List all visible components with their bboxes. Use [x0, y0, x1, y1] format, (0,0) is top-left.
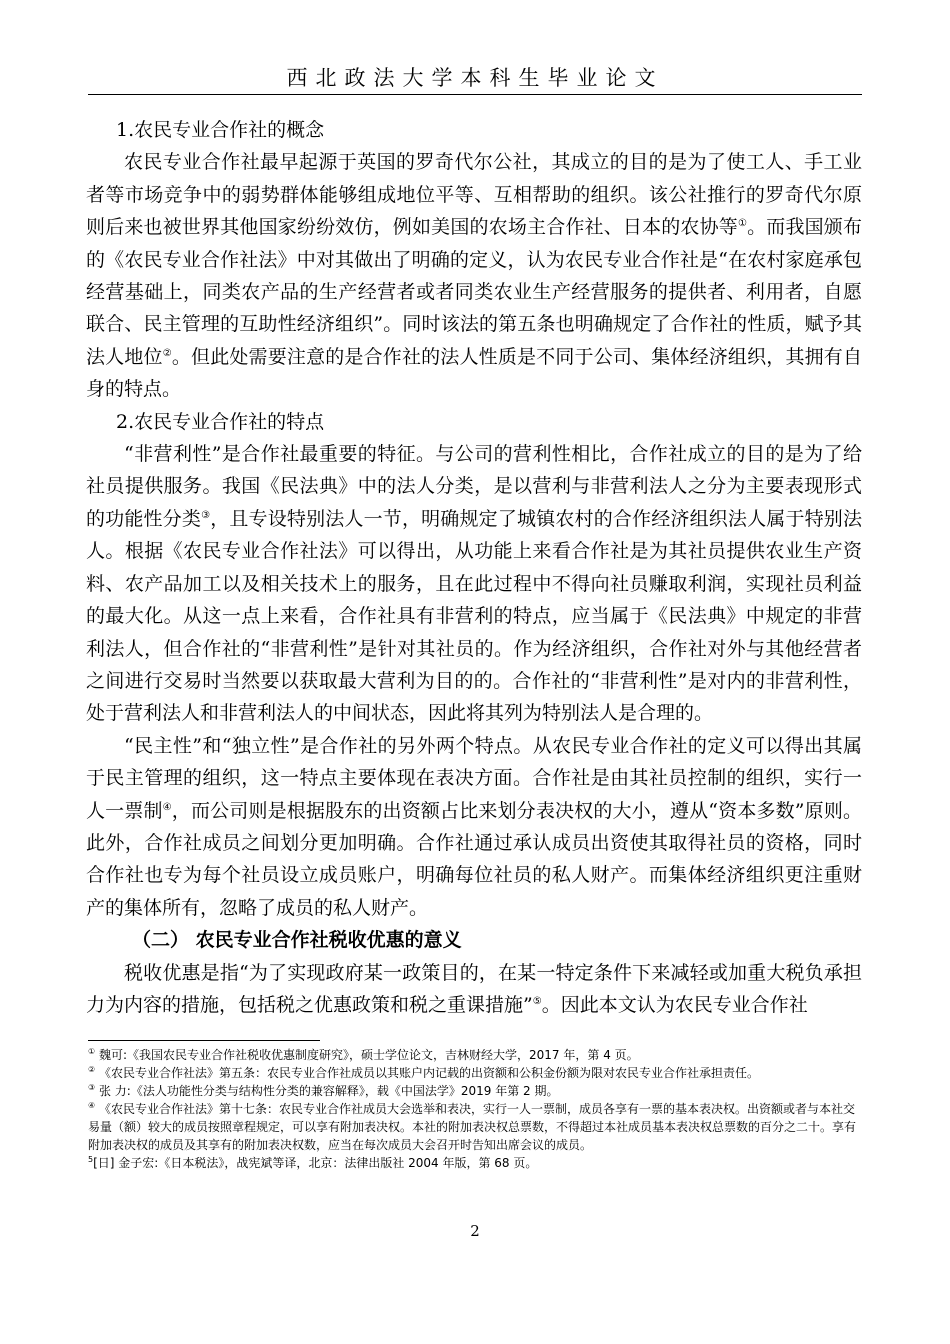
footnote-ref-2[interactable]: ② — [162, 347, 172, 359]
footnote-ref-4[interactable]: ④ — [162, 801, 172, 813]
paragraph-nonprofit: “非营利性”是合作社最重要的特征。与公司的营利性相比，合作社成立的目的是为了给社员提供服务。我国《民法典》中的法人分类，是以营利与非营利法人之分为主要表现形式的功能性分类③，且专设特别法人一节，明确规定了城镇农村的合作经济组织法人属于特别法人。根据《农民专业合作社法》可以得出，从功能上来看合作社是为其社员提供农业生产资料、农产品加工以及相关技术上的服务，且在此过程中不得向社员赚取利润，实现社员利益的最大化。从这一点上来看，合作社具有非营利的特点，应当属于《民法典》中规定的非营利法人，但合作社的“非营利性”是针对其社员的。作为经济组织，合作社对外与其他经营者之间进行交易时当然要以获取最大营利为目的的。合作社的“非营利性”是对内的非营利性，处于营利法人和非营利法人的中间状态，因此将其列为特别法人是合理的。 — [86, 443, 862, 725]
main-text — [86, 114, 862, 1021]
footnote-2: ② 《农民专业合作社法》第五条：农民专业合作社成员以其账户内记载的出资额和公积金份额为限对农民专业合作社承担责任。 — [88, 1065, 759, 1080]
paragraph-democracy: “民主性”和“独立性”是合作社的另外两个特点。从农民专业合作社的定义可以得出其属于民主管理的组织，这一特点主要体现在表决方面。合作社是由其社员控制的组织，实行一人一票制④，而公司则是根据股东的出资额占比来划分表决权的大小，遵从“资本多数”原则。此外，合作社成员之间划分更加明确。合作社通过承认成员出资使其取得社员的资格，同时合作社也专为每个社员设立成员账户，明确每位社员的私人财产。而集体经济组织更注重财产的集体所有，忽略了成员的私人财产。 — [86, 734, 863, 919]
footnote-5: $^5$[日] 金子宏:《日本税法》，战宪斌等译，北京：法律出版社 2004 年版，第 68 页。 — [88, 1155, 538, 1170]
footnote-ref-3[interactable]: ③ — [201, 509, 211, 521]
footnote-1: ① 魏可:《我国农民专业合作社税收优惠制度研究》，硕士学位论文，吉林财经大学，2017 年，第 4 页。 — [88, 1047, 639, 1062]
page-number: 2 — [470, 1222, 480, 1240]
paragraph-tax-preference: 税收优惠是指“为了实现政府某一政策目的，在某一特定条件下来减轻或加重大税负承担力为内容的措施，包括税之优惠政策和税之重课措施”⑤。因此本文认为农民专业合作社 — [86, 961, 862, 1016]
section-heading-concept: 1.农民专业合作社的概念 — [116, 119, 325, 141]
section-heading-features: 2.农民专业合作社的特点 — [116, 410, 325, 433]
footnote-divider — [88, 1040, 320, 1041]
footnote-4: ④ 《农民专业合作社法》第十七条：农民专业合作社成员大会选举和表决，实行一人一票制，成员各享有一票的基本表决权。出资额或者与本社交易量（额）较大的成员按照章程规定，可以享有附加表决权。本社的附加表决权总票数，不得超过本社成员基本表决权总票数的百分之二十。享有附加表决权的成员及其享有的附加表决权数，应当在每次成员大会召开时告知出席会议的成员。 — [88, 1101, 857, 1152]
footnotes — [88, 1046, 864, 1172]
footnote-3: ③ 张 力:《法人功能性分类与结构性分类的兼容解释》，载《中国法学》2019 年第 2 期。 — [88, 1083, 559, 1098]
page-header-title: 西北政法大学本科生毕业论文 — [286, 66, 664, 90]
section-heading-significance: （二） 农民专业合作社税收优惠的意义 — [132, 929, 462, 952]
header-divider — [88, 94, 862, 95]
paragraph-concept: 农民专业合作社最早起源于英国的罗奇代尔公社，其成立的目的是为了使工人、手工业者等市场竞争中的弱势群体能够组成地位平等、互相帮助的组织。该公社推行的罗奇代尔原则后来也被世界其他国家纷纷效仿，例如美国的农场主合作社、日本的农协等①。而我国颁布的《农民专业合作社法》中对其做出了明确的定义，认为农民专业合作社是“在农村家庭承包经营基础上，同类农产品的生产经营者或者同类农业生产经营服务的提供者、利用者，自愿联合、民主管理的互助性经济组织”。同时该法的第五条也明确规定了合作社的性质，赋予其法人地位②。但此处需要注意的是合作社的法人性质是不同于公司、集体经济组织，其拥有自身的特点。 — [86, 151, 862, 401]
footnote-ref-1[interactable]: ① — [737, 218, 748, 230]
footnote-ref-5[interactable]: ⑤ — [532, 995, 542, 1007]
